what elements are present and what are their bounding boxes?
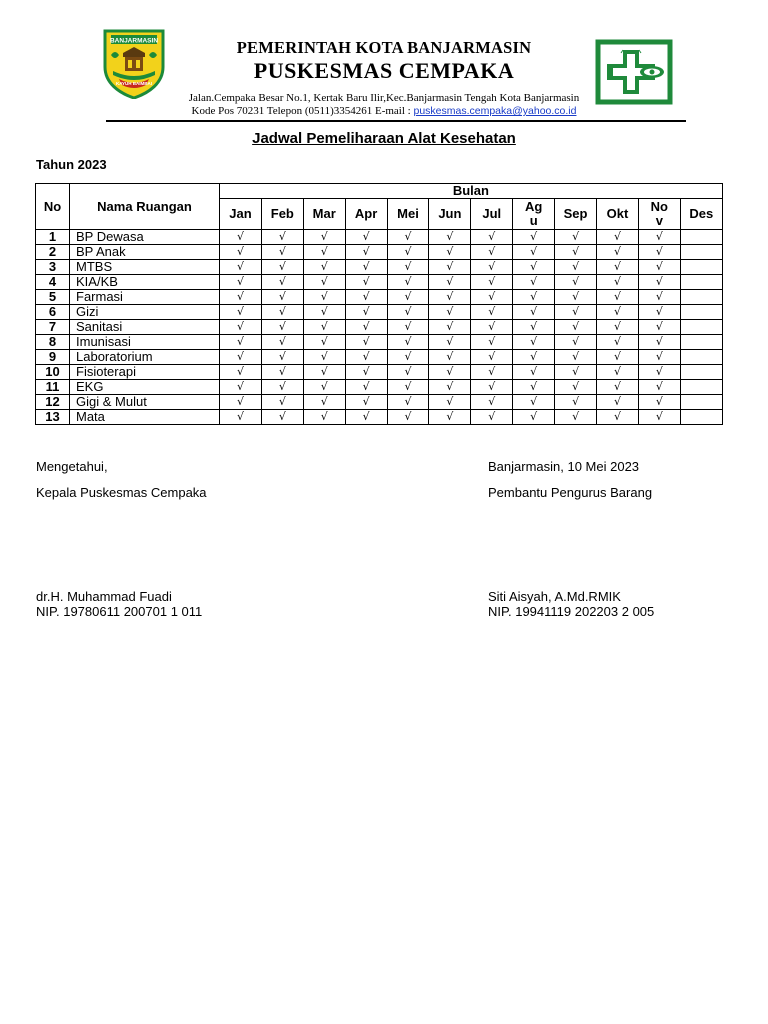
check-mark: √ (638, 335, 680, 350)
check-mark: √ (555, 410, 597, 425)
check-mark: √ (471, 260, 513, 275)
month-header-label: Jul (482, 206, 502, 221)
row-number: 11 (36, 380, 70, 395)
check-mark: √ (303, 290, 345, 305)
check-mark: √ (429, 410, 471, 425)
check-mark: √ (638, 320, 680, 335)
check-mark: √ (471, 290, 513, 305)
government-name: PEMERINTAH KOTA BANJARMASIN (236, 38, 532, 57)
check-mark: √ (303, 395, 345, 410)
table-row (36, 230, 723, 245)
emblem-top-text: BANJARMASIN (109, 37, 159, 45)
empty-cell (680, 230, 722, 245)
month-header-label: Apr (354, 206, 378, 221)
check-mark: √ (638, 365, 680, 380)
room-name: Gigi & Mulut (70, 395, 220, 410)
month-header (680, 199, 722, 230)
table-row (36, 245, 723, 260)
room-name: BP Dewasa (70, 230, 220, 245)
month-header (220, 199, 262, 230)
check-mark: √ (387, 275, 429, 290)
check-mark: √ (597, 260, 639, 275)
check-mark: √ (345, 245, 387, 260)
check-mark: √ (345, 275, 387, 290)
check-mark: √ (220, 410, 262, 425)
check-mark: √ (345, 365, 387, 380)
check-mark: √ (597, 380, 639, 395)
row-number: 6 (36, 305, 70, 320)
month-header-label: Ag (525, 199, 543, 214)
check-mark: √ (555, 290, 597, 305)
schedule-body (36, 230, 723, 425)
check-mark: √ (387, 320, 429, 335)
table-row (36, 260, 723, 275)
check-mark: √ (429, 380, 471, 395)
check-mark: √ (555, 380, 597, 395)
month-header-label: Sep (563, 206, 588, 221)
check-mark: √ (638, 230, 680, 245)
header-month-group: Bulan (220, 184, 723, 199)
check-mark: √ (513, 350, 555, 365)
row-number: 5 (36, 290, 70, 305)
institution-address: Jalan.Cempaka Besar No.1, Kertak Baru Ilir,Kec.Banjarmasin Tengah Kota Banjarmasin (188, 92, 580, 104)
room-name: BP Anak (70, 245, 220, 260)
check-mark: √ (303, 365, 345, 380)
check-mark: √ (345, 305, 387, 320)
room-name: Gizi (70, 305, 220, 320)
check-mark: √ (471, 305, 513, 320)
check-mark: √ (303, 350, 345, 365)
place-date: Banjarmasin, 10 Mei 2023 (488, 459, 640, 474)
check-mark: √ (597, 410, 639, 425)
check-mark: √ (387, 290, 429, 305)
check-mark: √ (638, 305, 680, 320)
empty-cell (680, 350, 722, 365)
right-signer-nip: NIP. 19941119 202203 2 005 (488, 604, 655, 619)
check-mark: √ (638, 260, 680, 275)
check-mark: √ (387, 410, 429, 425)
check-mark: √ (261, 335, 303, 350)
empty-cell (680, 365, 722, 380)
table-row (36, 350, 723, 365)
check-mark: √ (220, 365, 262, 380)
check-mark: √ (387, 350, 429, 365)
empty-cell (680, 410, 722, 425)
month-header-label: u (529, 213, 538, 228)
check-mark: √ (261, 305, 303, 320)
check-mark: √ (555, 245, 597, 260)
empty-cell (680, 260, 722, 275)
check-mark: √ (597, 395, 639, 410)
month-header-label: v (655, 213, 663, 228)
left-signer-nip: NIP. 19780611 200701 1 011 (36, 604, 203, 619)
check-mark: √ (513, 260, 555, 275)
empty-cell (680, 395, 722, 410)
letterhead-divider (106, 120, 686, 122)
month-header-label: No (650, 199, 669, 214)
check-mark: √ (220, 245, 262, 260)
empty-cell (680, 275, 722, 290)
month-header (471, 199, 513, 230)
check-mark: √ (303, 320, 345, 335)
check-mark: √ (261, 260, 303, 275)
check-mark: √ (471, 245, 513, 260)
check-mark: √ (513, 290, 555, 305)
check-mark: √ (513, 380, 555, 395)
check-mark: √ (513, 275, 555, 290)
check-mark: √ (513, 305, 555, 320)
row-number: 7 (36, 320, 70, 335)
check-mark: √ (220, 305, 262, 320)
check-mark: √ (345, 380, 387, 395)
check-mark: √ (555, 350, 597, 365)
check-mark: √ (261, 350, 303, 365)
check-mark: √ (429, 365, 471, 380)
check-mark: √ (429, 350, 471, 365)
empty-cell (680, 290, 722, 305)
check-mark: √ (471, 365, 513, 380)
check-mark: √ (345, 410, 387, 425)
check-mark: √ (261, 395, 303, 410)
check-mark: √ (555, 395, 597, 410)
check-mark: √ (638, 410, 680, 425)
check-mark: √ (429, 260, 471, 275)
check-mark: √ (220, 230, 262, 245)
check-mark: √ (513, 395, 555, 410)
table-row (36, 380, 723, 395)
document-title: Jadwal Pemeliharaan Alat Kesehatan (252, 130, 516, 147)
empty-cell (680, 320, 722, 335)
check-mark: √ (638, 350, 680, 365)
empty-cell (680, 335, 722, 350)
check-mark: √ (513, 335, 555, 350)
check-mark: √ (261, 230, 303, 245)
check-mark: √ (261, 380, 303, 395)
header-room-name: Nama Ruangan (70, 184, 220, 230)
check-mark: √ (429, 245, 471, 260)
check-mark: √ (597, 335, 639, 350)
month-header (597, 199, 639, 230)
month-header (387, 199, 429, 230)
check-mark: √ (303, 260, 345, 275)
table-row (36, 275, 723, 290)
email-link[interactable]: puskesmas.cempaka@yahoo.co.id (413, 105, 577, 117)
check-mark: √ (387, 395, 429, 410)
check-mark: √ (471, 380, 513, 395)
check-mark: √ (597, 305, 639, 320)
maintenance-schedule-table (35, 183, 723, 425)
check-mark: √ (638, 290, 680, 305)
room-name: Mata (70, 410, 220, 425)
check-mark: √ (597, 290, 639, 305)
check-mark: √ (261, 320, 303, 335)
check-mark: √ (303, 410, 345, 425)
month-header-label: Mei (397, 206, 419, 221)
check-mark: √ (429, 305, 471, 320)
check-mark: √ (471, 350, 513, 365)
check-mark: √ (555, 305, 597, 320)
check-mark: √ (513, 320, 555, 335)
room-name: Fisioterapi (70, 365, 220, 380)
table-row (36, 365, 723, 380)
check-mark: √ (303, 245, 345, 260)
check-mark: √ (471, 275, 513, 290)
postal-phone-line (0, 105, 768, 117)
empty-cell (680, 305, 722, 320)
check-mark: √ (220, 350, 262, 365)
check-mark: √ (597, 320, 639, 335)
check-mark: √ (345, 335, 387, 350)
table-row (36, 410, 723, 425)
room-name: KIA/KB (70, 275, 220, 290)
header-no: No (36, 184, 70, 230)
month-header (513, 199, 555, 230)
check-mark: √ (220, 335, 262, 350)
check-mark: √ (303, 230, 345, 245)
right-signer-name: Siti Aisyah, A.Md.RMIK (488, 589, 621, 604)
check-mark: √ (345, 395, 387, 410)
check-mark: √ (471, 320, 513, 335)
empty-cell (680, 380, 722, 395)
check-mark: √ (387, 230, 429, 245)
month-header (261, 199, 303, 230)
check-mark: √ (345, 290, 387, 305)
check-mark: √ (597, 245, 639, 260)
check-mark: √ (513, 230, 555, 245)
check-mark: √ (387, 365, 429, 380)
row-number: 12 (36, 395, 70, 410)
check-mark: √ (387, 380, 429, 395)
month-header (345, 199, 387, 230)
row-number: 2 (36, 245, 70, 260)
check-mark: √ (513, 365, 555, 380)
month-header-label: Jan (229, 206, 252, 221)
check-mark: √ (220, 380, 262, 395)
check-mark: √ (555, 275, 597, 290)
month-header-label: Mar (312, 206, 336, 221)
month-header-label: Des (689, 206, 714, 221)
check-mark: √ (471, 410, 513, 425)
check-mark: √ (555, 365, 597, 380)
check-mark: √ (513, 410, 555, 425)
check-mark: √ (638, 380, 680, 395)
check-mark: √ (638, 395, 680, 410)
room-name: Laboratorium (70, 350, 220, 365)
month-header-label: Okt (606, 206, 629, 221)
check-mark: √ (597, 275, 639, 290)
check-mark: √ (220, 290, 262, 305)
institution-name: PUSKESMAS CEMPAKA (253, 58, 515, 83)
check-mark: √ (387, 335, 429, 350)
check-mark: √ (261, 410, 303, 425)
month-header-label: Jun (438, 206, 462, 221)
check-mark: √ (303, 380, 345, 395)
check-mark: √ (471, 335, 513, 350)
check-mark: √ (471, 395, 513, 410)
check-mark: √ (303, 335, 345, 350)
check-mark: √ (261, 365, 303, 380)
table-row (36, 305, 723, 320)
check-mark: √ (220, 275, 262, 290)
check-mark: √ (220, 395, 262, 410)
check-mark: √ (261, 275, 303, 290)
check-mark: √ (220, 320, 262, 335)
month-header (555, 199, 597, 230)
check-mark: √ (555, 320, 597, 335)
check-mark: √ (345, 260, 387, 275)
check-mark: √ (261, 245, 303, 260)
table-row (36, 335, 723, 350)
check-mark: √ (387, 260, 429, 275)
row-number: 10 (36, 365, 70, 380)
left-signer-position: Kepala Puskesmas Cempaka (36, 485, 207, 500)
month-header-label: Feb (270, 206, 294, 221)
check-mark: √ (429, 275, 471, 290)
room-name: Imunisasi (70, 335, 220, 350)
room-name: EKG (70, 380, 220, 395)
check-mark: √ (597, 365, 639, 380)
check-mark: √ (220, 260, 262, 275)
check-mark: √ (429, 290, 471, 305)
check-mark: √ (555, 260, 597, 275)
check-mark: √ (597, 350, 639, 365)
empty-cell (680, 245, 722, 260)
table-row (36, 320, 723, 335)
check-mark: √ (429, 395, 471, 410)
table-row (36, 395, 723, 410)
room-name: Sanitasi (70, 320, 220, 335)
row-number: 8 (36, 335, 70, 350)
table-row (36, 290, 723, 305)
check-mark: √ (303, 275, 345, 290)
check-mark: √ (597, 230, 639, 245)
check-mark: √ (555, 230, 597, 245)
check-mark: √ (638, 275, 680, 290)
check-mark: √ (387, 245, 429, 260)
check-mark: √ (429, 230, 471, 245)
month-header (429, 199, 471, 230)
row-number: 1 (36, 230, 70, 245)
acknowledge-label: Mengetahui, (36, 459, 108, 474)
check-mark: √ (345, 230, 387, 245)
check-mark: √ (513, 245, 555, 260)
emblem-motto-text: KAYUH BAIMBAI (115, 81, 153, 86)
row-number: 3 (36, 260, 70, 275)
check-mark: √ (471, 230, 513, 245)
check-mark: √ (387, 305, 429, 320)
check-mark: √ (345, 350, 387, 365)
year-label: Tahun 2023 (36, 157, 107, 172)
check-mark: √ (303, 305, 345, 320)
left-signer-name: dr.H. Muhammad Fuadi (36, 589, 172, 604)
check-mark: √ (261, 290, 303, 305)
check-mark: √ (345, 320, 387, 335)
row-number: 9 (36, 350, 70, 365)
row-number: 13 (36, 410, 70, 425)
right-signer-position: Pembantu Pengurus Barang (488, 485, 653, 500)
postal-phone-text: Kode Pos 70231 Telepon (0511)3354261 E-mail : (191, 105, 414, 117)
row-number: 4 (36, 275, 70, 290)
month-header (638, 199, 680, 230)
check-mark: √ (429, 320, 471, 335)
check-mark: √ (429, 335, 471, 350)
check-mark: √ (638, 245, 680, 260)
room-name: Farmasi (70, 290, 220, 305)
check-mark: √ (555, 335, 597, 350)
room-name: MTBS (70, 260, 220, 275)
month-header (303, 199, 345, 230)
